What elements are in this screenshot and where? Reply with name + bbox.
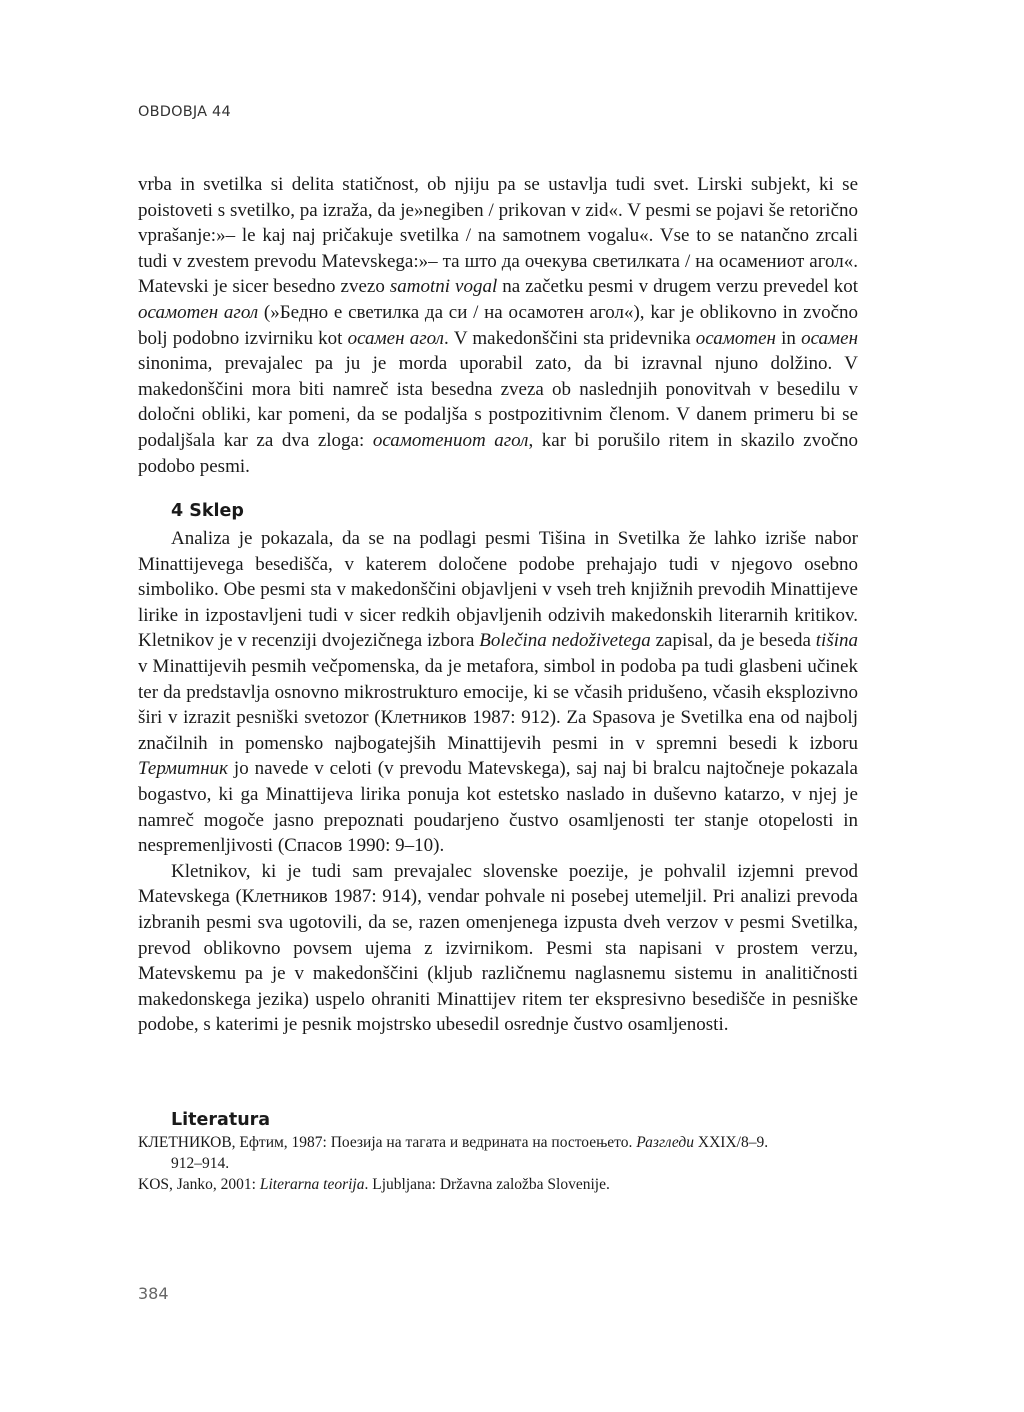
text-run: . Ljubljana: Državna založba Slovenije. (364, 1176, 610, 1193)
running-header: OBDOBJA 44 (138, 104, 231, 120)
italic-term: tišina (815, 630, 858, 652)
body-paragraph-1 (138, 172, 858, 479)
reference-item (138, 1174, 878, 1195)
italic-term: осамен (801, 327, 859, 349)
reference-item (138, 1132, 878, 1153)
text-run: vrba in svetilka si delita statičnost, ob njiju pa se ustavlja tudi svet. Lirski subjekt, ki se poistoveti s svetilko, pa izraža, da je»negiben / prikovan v zid«. V pesmi se pojavi še retorično vprašanje:»– le kaj naj pričakuje svetilka / na samotnem vogalu«. Vse to se natančno zrcali tudi v zvestem prevodu Matevskega:»– та што да очекува светилката / на осамениот агол«. Matevski je sicer besedno zvezo (138, 174, 858, 298)
text-run: . V makedonščini sta pridevnika (443, 327, 696, 349)
section-body (138, 526, 858, 1038)
text-run: zapisal, da je beseda (650, 630, 816, 652)
reference-list (138, 1132, 878, 1195)
italic-title: Bolečina nedoživetega (479, 630, 651, 652)
text-run: v Minattijevih pesmih večpomenska, da je metafora, simbol in podoba pa tudi glasbeni učinek ter da predstavlja osnovno mikrostrukturo emocije, ki se včasih pridušeno, včasih eksplozivno širi v izrazit pesniški svetozor (Клетников 1987: 912). Za Spasova je Svetilka ena od najbolj značilnih in pomensko najbogatejših Minattijevih pesmi in v spremni besedi k izboru (138, 655, 858, 754)
text-run: sinonima, prevajalec pa ju je morda uporabil zato, da bi izravnal njuno dolžino. V makedonščini mora biti namreč ista besedna zveza ob naslednjih ponovitvah v besedilu v določni obliki, kar pomeni, da se podaljša s postpozitivnim členom. V danem primeru bi se podaljšala kar za dva zloga: (138, 353, 858, 451)
section-heading-literatura: Literatura (171, 1110, 271, 1130)
section-heading-sklep: 4 Sklep (171, 501, 244, 521)
italic-term: осамотен агол (138, 301, 259, 323)
text-run: Analiza je pokazala, da se na podlagi pesmi Tišina in Svetilka že lahko izriše nabor Minattijevega besedišča, v katerem določene podobe prehajajo tudi v njegovo osebno simboliko. Obe pesmi sta v makedonščini objavljeni v vseh treh knjižnih prevodih Minattijeve lirike in izpostavljeni tudi v sicer redkih objavljenih odzivih makedonskih literarnih kritikov. Kletnikov je v recenziji dvojezičnega izbora (138, 528, 858, 652)
italic-journal: Разгледи (636, 1134, 695, 1151)
text-run: , kar bi porušilo ritem in skazilo zvočno podobo pesmi. (138, 429, 859, 477)
body-paragraph-3: Kletnikov, ki je tudi sam prevajalec slovenske poezije, je pohvalil izjemni prevod Matevskega (Клетников 1987: 914), vendar pohvale ni posebej utemeljil. Pri analizi prevoda izbranih pesmi sva ugotovili, da se, razen omenjenega izpusta dveh verzov v pesmi Svetilka, prevod oblikovno povsem ujema z izvirnikom. Pesmi sta napisani v prostem verzu, Matevskemu pa je v makedonščini (kljub različnemu naglasnemu sistemu in analitičnosti makedonskega jezika) uspelo ohraniti Minattijev ritem ter ekspresivno besedišče in pesniške podobe, s katerimi je pesnik mojstrsko ubesedil osrednje čustvo osamljenosti. (138, 860, 858, 1036)
text-run: КЛЕТНИКОВ, Ефтим, 1987: Поезија на тагата и ведрината на постоењето. (138, 1134, 637, 1151)
reference-continuation: 912–914. (171, 1155, 230, 1172)
text-run: in (775, 327, 802, 349)
italic-title: Термитник (138, 758, 229, 780)
italic-term: осамен агол (347, 327, 444, 349)
page-number: 384 (138, 1284, 169, 1303)
italic-title: Literarna teorija (259, 1176, 365, 1193)
italic-term: samotni vogal (389, 276, 498, 298)
text-run: KOS, Janko, 2001: (138, 1176, 260, 1193)
text-run: jo navede v celoti (v prevodu Matevskega), saj naj bi bralcu najtočneje pokazala bogastvo, ki ga Minattijeva lirika ponuja kot estetsko naslado in duševno katarzo, v njej je namreč mogoče jasno prepoznati poudarjeno čustvo osamljenosti ter stanje otopelosti in nespremenljivosti (Спасов 1990: 9–10). (138, 758, 858, 857)
italic-term: осамотен (695, 327, 776, 349)
body-paragraph-2 (138, 526, 858, 859)
text-run: (»Бедно е светилка да си / на осамотен агол«), kar je oblikovno in zvočno bolj podobno izvirniku kot (138, 301, 859, 349)
text-run: na začetku pesmi v drugem verzu prevedel kot (497, 276, 858, 298)
text-run: XXIX/8–9. (694, 1134, 769, 1151)
italic-term: осамотениот агол (372, 429, 529, 451)
